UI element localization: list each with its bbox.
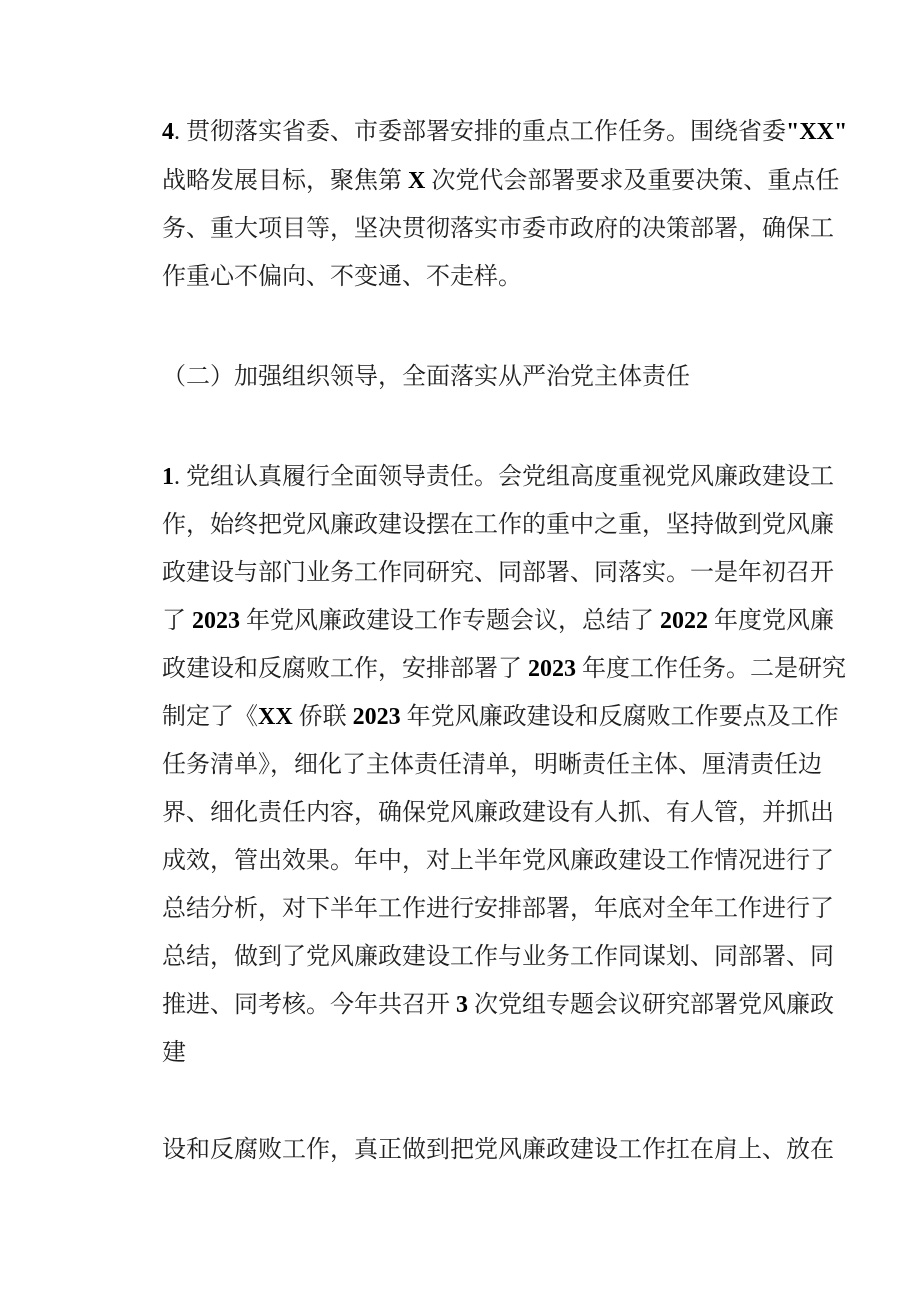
text-line xyxy=(162,940,834,974)
text-line xyxy=(162,556,834,590)
text-line xyxy=(162,748,822,782)
text-segment: 次党组专题会议研究部署党风廉政 xyxy=(468,992,834,1018)
text-line xyxy=(162,1133,834,1167)
bold-text: 2023 xyxy=(352,704,401,730)
bold-text: XX xyxy=(258,704,293,730)
text-line xyxy=(162,260,790,294)
text-segment: 作，始终把党风廉政建设摆在工作的重中之重，坚持做到党风廉 xyxy=(162,512,834,538)
bold-text: 1 xyxy=(162,464,174,490)
text-line xyxy=(162,652,846,686)
text-line xyxy=(162,844,834,878)
text-line xyxy=(162,164,840,198)
bold-text: X xyxy=(408,168,426,194)
text-segment: 年度工作任务。二是研究 xyxy=(576,656,846,682)
text-segment: 制定了《 xyxy=(162,704,258,730)
text-segment: 政建设和反腐败工作，安排部署了 xyxy=(162,656,528,682)
text-segment: 年度党风廉 xyxy=(708,608,834,634)
text-segment: 年党风廉政建设工作专题会议，总结了 xyxy=(240,608,660,634)
text-segment: 次党代会部署要求及重要决策、重点任 xyxy=(425,168,840,194)
text-segment: 务、重大项目等，坚决贯彻落实市委市政府的决策部署，确保工 xyxy=(162,216,834,242)
text-segment: 成效，管出效果。年中，对上半年党风廉政建设工作情况进行了 xyxy=(162,848,834,874)
text-line xyxy=(162,892,834,926)
text-line xyxy=(162,700,839,734)
text-line xyxy=(162,508,834,542)
text-segment: 政建设与部门业务工作同研究、同部署、同落实。一是年初召开 xyxy=(162,560,834,586)
bold-text: 2023 xyxy=(528,656,576,682)
text-segment: 建 xyxy=(162,1040,186,1066)
bold-text: 3 xyxy=(456,992,468,1018)
text-line xyxy=(162,212,834,246)
text-segment: 任务清单》，细化了主体责任清单，明晰责任主体、厘清责任边 xyxy=(162,752,822,778)
text-line xyxy=(162,796,834,830)
text-segment: 战略发展目标，聚焦第 xyxy=(162,168,408,194)
text-line xyxy=(162,988,834,1022)
text-segment: . 党组认真履行全面领导责任。会党组高度重视党风廉政建设工 xyxy=(174,464,834,490)
text-segment: 设和反腐败工作，真正做到把党风廉政建设工作扛在肩上、放在 xyxy=(162,1137,834,1163)
text-line xyxy=(162,460,834,494)
text-segment: 侨联 xyxy=(292,704,353,730)
text-segment: 总结，做到了党风廉政建设工作与业务工作同谋划、同部署、同 xyxy=(162,944,834,970)
text-segment: . 贯彻落实省委、市委部署安排的重点工作任务。围绕省委 xyxy=(174,119,786,145)
text-line xyxy=(162,604,834,638)
bold-text: 2023 xyxy=(192,608,240,634)
text-segment: （二）加强组织领导，全面落实从严治党主体责任 xyxy=(162,364,690,390)
bold-text: "XX" xyxy=(786,119,848,145)
text-segment: 作重心不偏向、不变通、不走样。 xyxy=(162,264,522,290)
section-heading xyxy=(162,360,790,394)
text-segment: 推进、同考核。今年共召开 xyxy=(162,992,456,1018)
text-line xyxy=(162,115,848,149)
text-segment: 年党风廉政建设和反腐败工作要点及工作 xyxy=(400,704,839,730)
bold-text: 2022 xyxy=(660,608,708,634)
text-segment: 总结分析，对下半年工作进行安排部署，年底对全年工作进行了 xyxy=(162,896,834,922)
text-segment: 界、细化责任内容，确保党风廉政建设有人抓、有人管，并抓出 xyxy=(162,800,834,826)
bold-text: 4 xyxy=(162,119,174,145)
text-segment: 了 xyxy=(162,608,192,634)
text-line xyxy=(162,1036,790,1070)
